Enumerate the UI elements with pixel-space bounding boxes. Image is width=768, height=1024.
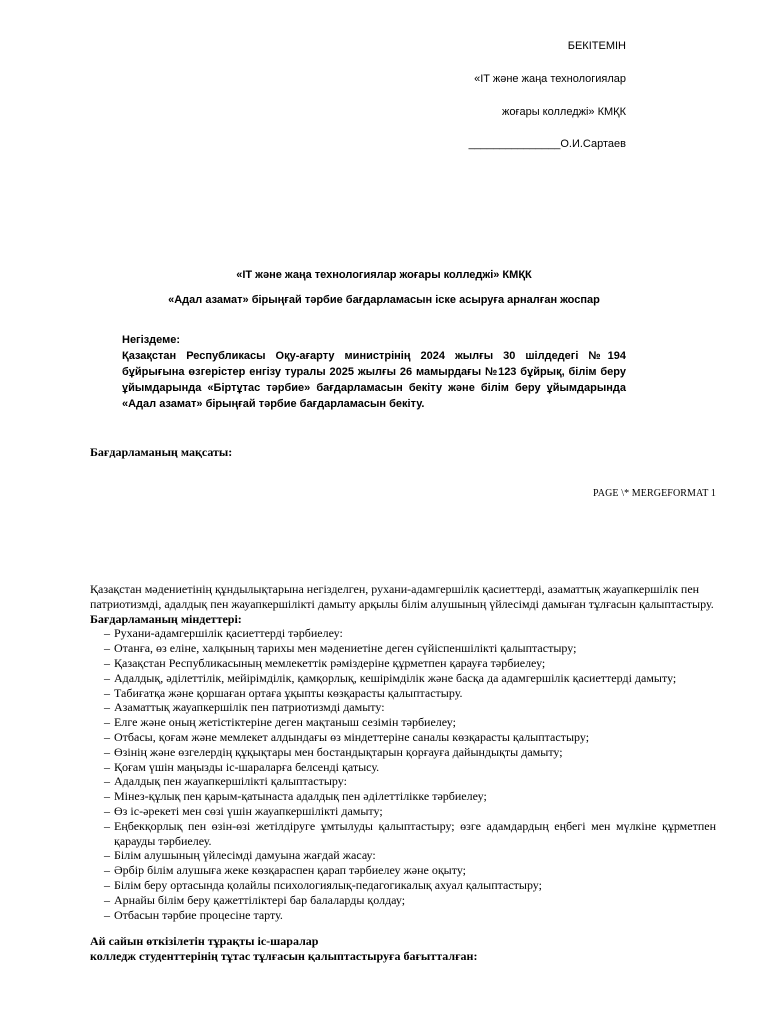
task-text: Қазақстан Республикасының мемлекеттік рәміздеріне құрметпен қарауға тәрбиелеу; — [114, 655, 546, 670]
dash-bullet-icon: – — [104, 641, 110, 656]
task-text: Әрбір білім алушыға жеке көзқараспен қарап тәрбиелеу және оқыту; — [114, 863, 467, 878]
task-text: Білім беру ортасында қолайлы психологиялық-педагогикалық ахуал қалыптастыру; — [114, 877, 542, 892]
title-line2: «Адал азамат» бірыңғай тәрбие бағдарламасын іске асыруға арналған жоспар — [168, 294, 600, 306]
approval-org-line2: жоғары колледжі» КМҚК — [502, 106, 626, 118]
dash-bullet-icon: – — [104, 715, 110, 730]
task-list-item — [90, 700, 716, 715]
task-text: Адалдық, әділеттілік, мейірімділік, қамқорлық, кешірімділік және басқа да адамгершілік қасиеттерді дамыту; — [114, 670, 677, 685]
task-text: Рухани-адамгершілік қасиеттерді тәрбиелеу: — [114, 626, 343, 641]
task-text: Білім алушының үйлесімді дамуына жағдай жасау: — [114, 848, 376, 863]
dash-bullet-icon: – — [104, 803, 110, 818]
task-list-item — [90, 848, 716, 863]
page-field-code: PAGE \* MERGEFORMAT 1 — [593, 488, 716, 499]
task-list-item — [90, 715, 716, 730]
task-list-item — [90, 641, 716, 656]
dash-bullet-icon: – — [104, 863, 110, 878]
dash-bullet-icon: – — [104, 655, 110, 670]
approval-org-line1: «IT және жаңа технологиялар — [474, 73, 626, 85]
goal-text: Қазақстан мәдениетінің құндылықтарына негізделген, рухани-адамгершілік қасиеттерді, азаматтық жауапкершілік пен патриотизмді, адалдық пен жауапкершілікті дамыту арқылы білім алушының үйлесімді дамыған тұлғасын қалыптастыру. — [90, 582, 714, 611]
dash-bullet-icon: – — [104, 848, 110, 863]
task-text: Қоғам үшін маңызды іс-шараларға белсенді қатысу. — [114, 759, 380, 774]
task-list-item — [90, 893, 716, 908]
dash-bullet-icon: – — [104, 774, 110, 789]
basis-heading: Негіздеме: — [122, 334, 181, 346]
task-list-item — [90, 745, 716, 760]
goal-heading: Бағдарламаның мақсаты: — [90, 445, 233, 459]
basis-text: Қазақстан Республикасы Оқу-ағарту министрінің 2024 жылғы 30 шілдедегі №194 бұйрығына өзгерістер енгізу туралы 2025 жылғы 26 мамырдағы №123 бұйрық, білім беру ұйымдарында «Біртұтас тәрбие» бағдарламасын бекіту және білім беру ұйымдарында «Адал азамат» бірыңғай тәрбие бағдарламасын бекіту. — [122, 350, 626, 410]
tasks-list — [90, 626, 716, 922]
dash-bullet-icon: – — [104, 744, 110, 759]
task-list-item — [90, 863, 716, 878]
events-heading-line2: колледж студенттерінің тұтас тұлғасын қалыптастыруға бағытталған: — [90, 949, 478, 964]
dash-bullet-icon: – — [104, 892, 110, 907]
task-text: Еңбекқорлық пен өзін-өзі жетілдіруге ұмтылуды қалыптастыру; өзге адамдардың еңбегі мен мүлкіне құрметпен қарауды тәрбиелеу. — [114, 818, 716, 848]
task-list-item — [90, 760, 716, 775]
task-list-item — [90, 686, 716, 701]
task-text: Азаматтық жауапкершілік пен патриотизмді дамыту: — [114, 700, 385, 715]
program-body — [90, 582, 716, 964]
task-text: Отбасы, қоғам және мемлекет алдындағы өз міндеттеріне саналы көзқарасты қалыптастыру; — [114, 729, 590, 744]
events-heading-line1: Ай сайын өткізілетін тұрақты іс-шаралар — [90, 934, 319, 949]
tasks-heading: Бағдарламаның міндеттері: — [90, 611, 242, 626]
dash-bullet-icon: – — [104, 685, 110, 700]
dash-bullet-icon: – — [104, 759, 110, 774]
dash-bullet-icon: – — [104, 818, 110, 833]
task-list-item — [90, 656, 716, 671]
task-list-item — [90, 774, 716, 789]
title-line1: «IT және жаңа технологиялар жоғары колледжі» КМҚК — [236, 269, 532, 281]
task-list-item — [90, 908, 716, 923]
task-list-item — [90, 878, 716, 893]
task-text: Адалдық пен жауапкершілікті қалыптастыру: — [114, 774, 347, 789]
task-text: Елге және оның жетістіктеріне деген мақтаныш сезімін тәрбиелеу; — [114, 715, 456, 730]
task-text: Өзінің және өзгелердің құқықтары мен бостандықтарын қорғауға дайындықты дамыту; — [114, 744, 563, 759]
task-list-item — [90, 730, 716, 745]
task-list-item — [90, 789, 716, 804]
task-text: Табиғатқа және қоршаған ортаға ұқыпты көзқарасты қалыптастыру. — [114, 685, 463, 700]
dash-bullet-icon: – — [104, 907, 110, 922]
task-text: Отанға, өз еліне, халқының тарихы мен мәдениетіне деген сүйіспеншілікті қалыптастыру; — [114, 641, 577, 656]
dash-bullet-icon: – — [104, 729, 110, 744]
dash-bullet-icon: – — [104, 877, 110, 892]
task-list-item — [90, 804, 716, 819]
dash-bullet-icon: – — [104, 789, 110, 804]
task-list-item — [90, 671, 716, 686]
approval-title: БЕКІТЕМІН — [567, 40, 626, 52]
task-text: Мінез-құлық пен қарым-қатынаста адалдық пен әділеттілікке тәрбиелеу; — [114, 789, 487, 804]
task-list-item — [90, 626, 716, 641]
task-text: Өз іс-әрекеті мен сөзі үшін жауапкершілікті дамыту; — [114, 803, 383, 818]
dash-bullet-icon: – — [104, 670, 110, 685]
task-text: Арнайы білім беру қажеттіліктері бар балаларды қолдау; — [114, 892, 406, 907]
task-list-item — [90, 819, 716, 849]
task-text: Отбасын тәрбие процесіне тарту. — [114, 907, 283, 922]
dash-bullet-icon: – — [104, 626, 110, 641]
approval-signature: _______________О.И.Сартаев — [468, 138, 626, 150]
dash-bullet-icon: – — [104, 700, 110, 715]
